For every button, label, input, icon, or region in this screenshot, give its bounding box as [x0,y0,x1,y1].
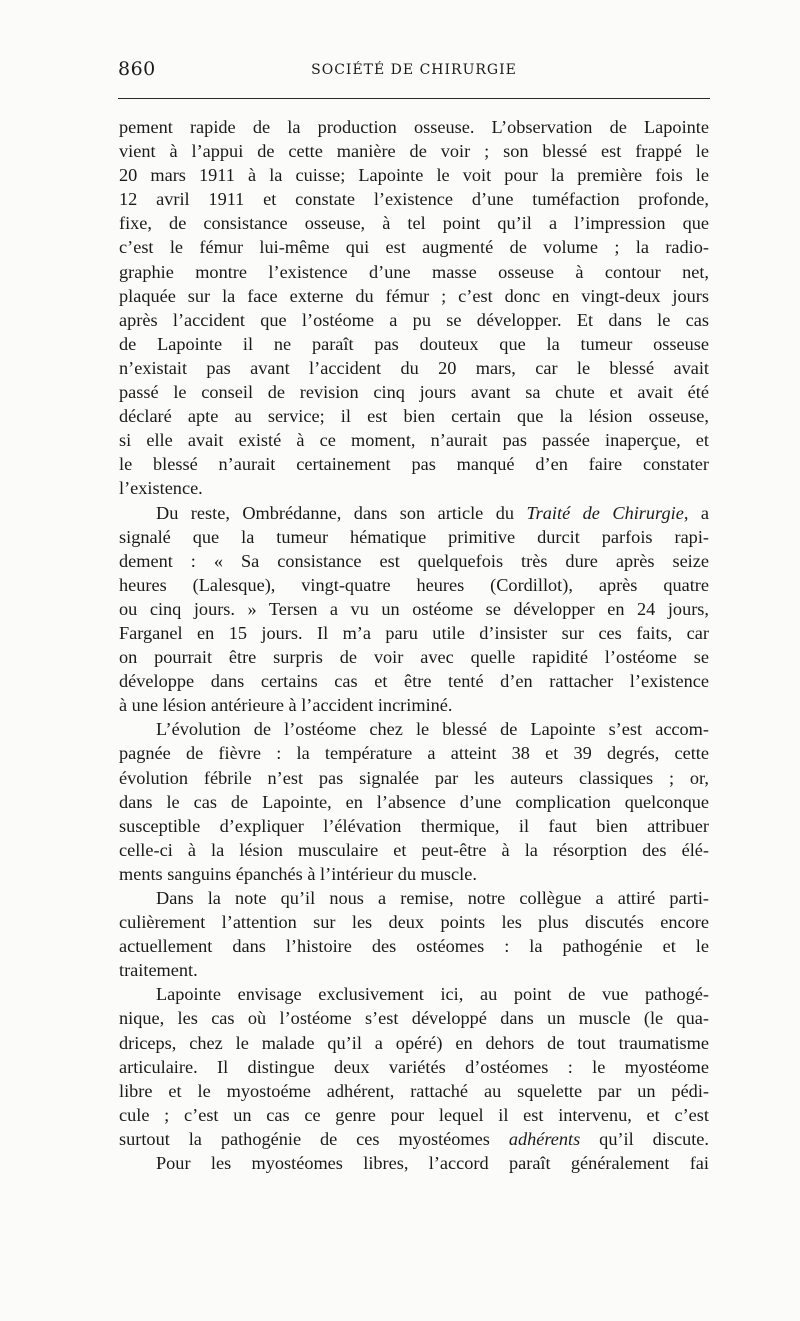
text-line: Dans la note qu’il nous a remise, notre collègue a attiré parti- [156,888,709,908]
text-line: à une lésion antérieure à l’accident incriminé. [119,695,453,716]
text-line: plaquée sur la face externe du fémur ; c’est donc en vingt-deux jours [119,285,709,306]
text-line: pagnée de fièvre : la température a atteint 38 et 39 degrés, cette [119,743,709,764]
text-line: dement : « Sa consistance est quelquefois très dure après seize [119,550,709,571]
text-line: susceptible d’expliquer l’élévation thermique, il faut bien attribuer [119,815,709,836]
text-line: développe dans certains cas et être tenté d’en rattacher l’existence [119,671,709,692]
text-line: L’évolution de l’ostéome chez le blessé de Lapointe s’est accom- [156,719,709,740]
text-line [119,501,709,525]
text-segment: , a [683,502,709,523]
text-line: celle-ci à la lésion musculaire et peut-être à la résorption des élé- [119,839,709,860]
text-line: vient à l’appui de cette manière de voir ; son blessé est frappé le [119,141,709,162]
text-line: traitement. [119,960,198,981]
text-line: Lapointe envisage exclusivement ici, au point de vue pathogé- [156,984,709,1005]
text-segment: qu’il discute. [580,1128,709,1149]
text-line: Pour les myostéomes libres, l’accord paraît généralement fai [156,1153,709,1174]
text-line: culièrement l’attention sur les deux points les plus discutés encore [119,912,709,933]
text-line: ments sanguins épanchés à l’intérieur du muscle. [119,863,477,884]
text-line: dans le cas de Lapointe, en l’absence d’une complication quelconque [119,791,709,812]
page-number: 860 [118,58,156,80]
text-line: signalé que la tumeur hématique primitive durcit parfois rapi- [119,526,709,547]
text-line: driceps, chez le malade qu’il a opéré) en dehors de tout traumatisme [119,1032,709,1053]
text-line: si elle avait existé à ce moment, n’aurait pas passée inaperçue, et [119,430,709,451]
text-line: heures (Lalesque), vingt-quatre heures (Cordillot), après quatre [119,574,709,595]
text-line [119,1127,709,1151]
text-line: pement rapide de la production osseuse. L’observation de Lapointe [119,117,709,137]
text-line: on pourrait être surpris de voir avec quelle rapidité l’ostéome se [119,647,709,668]
text-line: articulaire. Il distingue deux variétés d’ostéomes : le myostéome [119,1056,709,1077]
page-header [118,58,710,88]
text-line: c’est le fémur lui-même qui est augmenté de volume ; la radio- [119,237,709,258]
running-head: SOCIÉTÉ DE CHIRURGIE [311,62,517,78]
text-line: libre et le myostoéme adhérent, rattaché au squelette par un pédi- [119,1080,709,1101]
text-line: actuellement dans l’histoire des ostéomes : la pathogénie et le [119,936,709,957]
text-line: graphie montre l’existence d’une masse osseuse à contour net, [119,261,709,282]
text-segment: Du reste, Ombrédanne, dans son article du [156,502,527,523]
text-line: après l’accident que l’ostéome a pu se développer. Et dans le cas [119,309,709,330]
text-line: passé le conseil de revision cinq jours avant sa chute et avait été [119,382,709,403]
text-line: évolution fébrile n’est pas signalée par les auteurs classiques ; or, [119,767,709,788]
text-line: de Lapointe il ne paraît pas douteux que la tumeur osseuse [119,333,709,354]
header-rule [118,98,710,99]
italic-text: Traité de Chirurgie [526,502,684,523]
text-line: n’existait pas avant l’accident du 20 mars, car le blessé avait [119,357,709,378]
text-line: déclaré apte au service; il est bien certain que la lésion osseuse, [119,406,709,427]
text-line: nique, les cas où l’ostéome s’est développé dans un muscle (le qua- [119,1008,709,1029]
text-line: Farganel en 15 jours. Il m’a paru utile d’insister sur ces faits, car [119,622,709,643]
text-line: cule ; c’est un cas ce genre pour lequel il est intervenu, et c’est [119,1104,709,1125]
italic-text: adhérents [508,1128,581,1149]
text-segment: surtout la pathogénie de ces myostéomes [119,1128,509,1149]
text-line: ou cinq jours. » Tersen a vu un ostéome se développer en 24 jours, [119,598,709,619]
text-line: 20 mars 1911 à la cuisse; Lapointe le voit pour la première fois le [119,165,709,186]
text-line: le blessé n’aurait certainement pas manqué d’en faire constater [119,454,709,475]
text-line: fixe, de consistance osseuse, à tel point qu’il a l’impression que [119,213,709,234]
text-line: 12 avril 1911 et constate l’existence d’une tuméfaction profonde, [119,189,709,210]
text-line: l’existence. [119,478,203,499]
body-text [119,115,709,1175]
